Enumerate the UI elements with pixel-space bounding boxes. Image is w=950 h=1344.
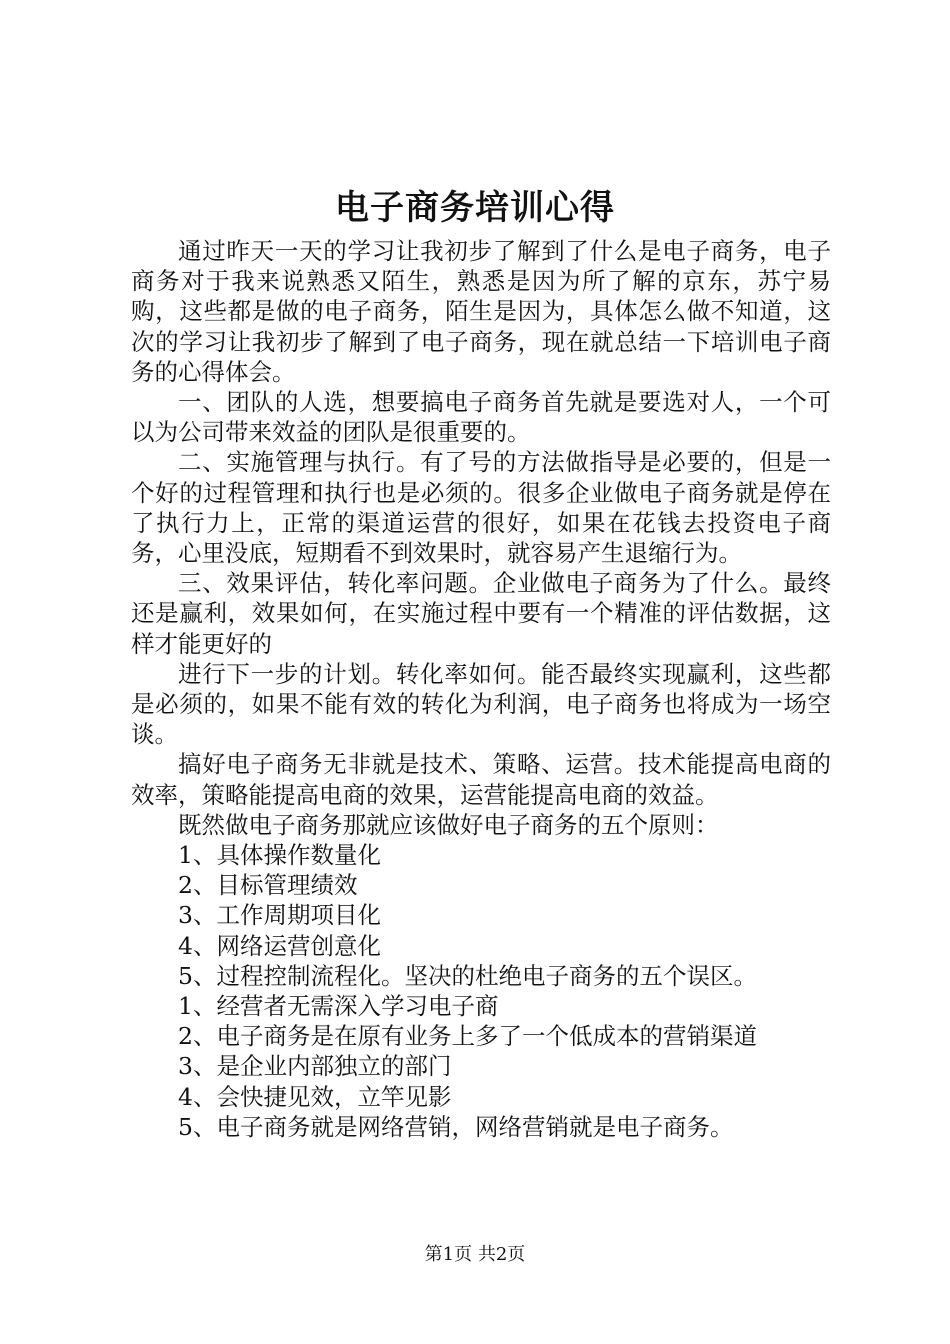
paragraph-evaluation: 三、效果评估，转化率问题。企业做电子商务为了什么。最终还是赢利，效果如何，在实施过程中要有一个精准的评估数据，这样才能更好的 [131,569,831,658]
page-number-footer: 第1页 共2页 [424,1244,526,1265]
paragraph-team: 一、团队的人选，想要搞电子商务首先就是要选对人，一个可以为公司带来效益的团队是很重要的。 [131,388,831,447]
mistake-item: 3、是企业内部独立的部门 [178,1052,452,1081]
paragraph-next-step: 进行下一步的计划。转化率如何。能否最终实现赢利，这些都是必须的，如果不能有效的转化为利润，电子商务也将成为一场空谈。 [131,659,831,749]
principle-item: 2、目标管理绩效 [178,871,358,900]
document-title: 电子商务培训心得 [335,188,615,228]
principle-item: 5、过程控制流程化。坚决的杜绝电子商务的五个误区。 [178,961,757,990]
paragraph-management: 二、实施管理与执行。有了号的方法做指导是必要的，但是一个好的过程管理和执行也是必须的。很多企业做电子商务就是停在了执行力上，正常的渠道运营的很好，如果在花钱去投资电子商务，心里没底，短期看不到效果时，就容易产生退缩行为。 [131,448,831,568]
principle-item: 1、具体操作数量化 [178,841,381,870]
principles-list [131,840,831,991]
mistake-item: 1、经营者无需深入学习电子商 [178,992,499,1021]
principle-item: 3、工作周期项目化 [178,901,381,930]
mistakes-list [131,991,831,1142]
mistake-item: 5、电子商务就是网络营销，网络营销就是电子商务。 [178,1112,734,1141]
paragraph-intro: 通过昨天一天的学习让我初步了解到了什么是电子商务，电子商务对于我来说熟悉又陌生，熟悉是因为所了解的京东，苏宁易购，这些都是做的电子商务，陌生是因为，具体怎么做不知道，这次的学习让我初步了解到了电子商务，现在就总结一下培训电子商务的心得体会。 [131,237,831,386]
mistake-item: 2、电子商务是在原有业务上多了一个低成本的营销渠道 [178,1022,757,1051]
paragraph-principles-intro: 既然做电子商务那就应该做好电子商务的五个原则： [178,810,719,839]
mistake-item: 4、会快捷见效，立竿见影 [178,1082,452,1111]
paragraph-tech-strategy: 搞好电子商务无非就是技术、策略、运营。技术能提高电商的效率，策略能提高电商的效果，运营能提高电商的效益。 [131,750,831,809]
principle-item: 4、网络运营创意化 [178,931,381,960]
document-body [131,236,831,1142]
